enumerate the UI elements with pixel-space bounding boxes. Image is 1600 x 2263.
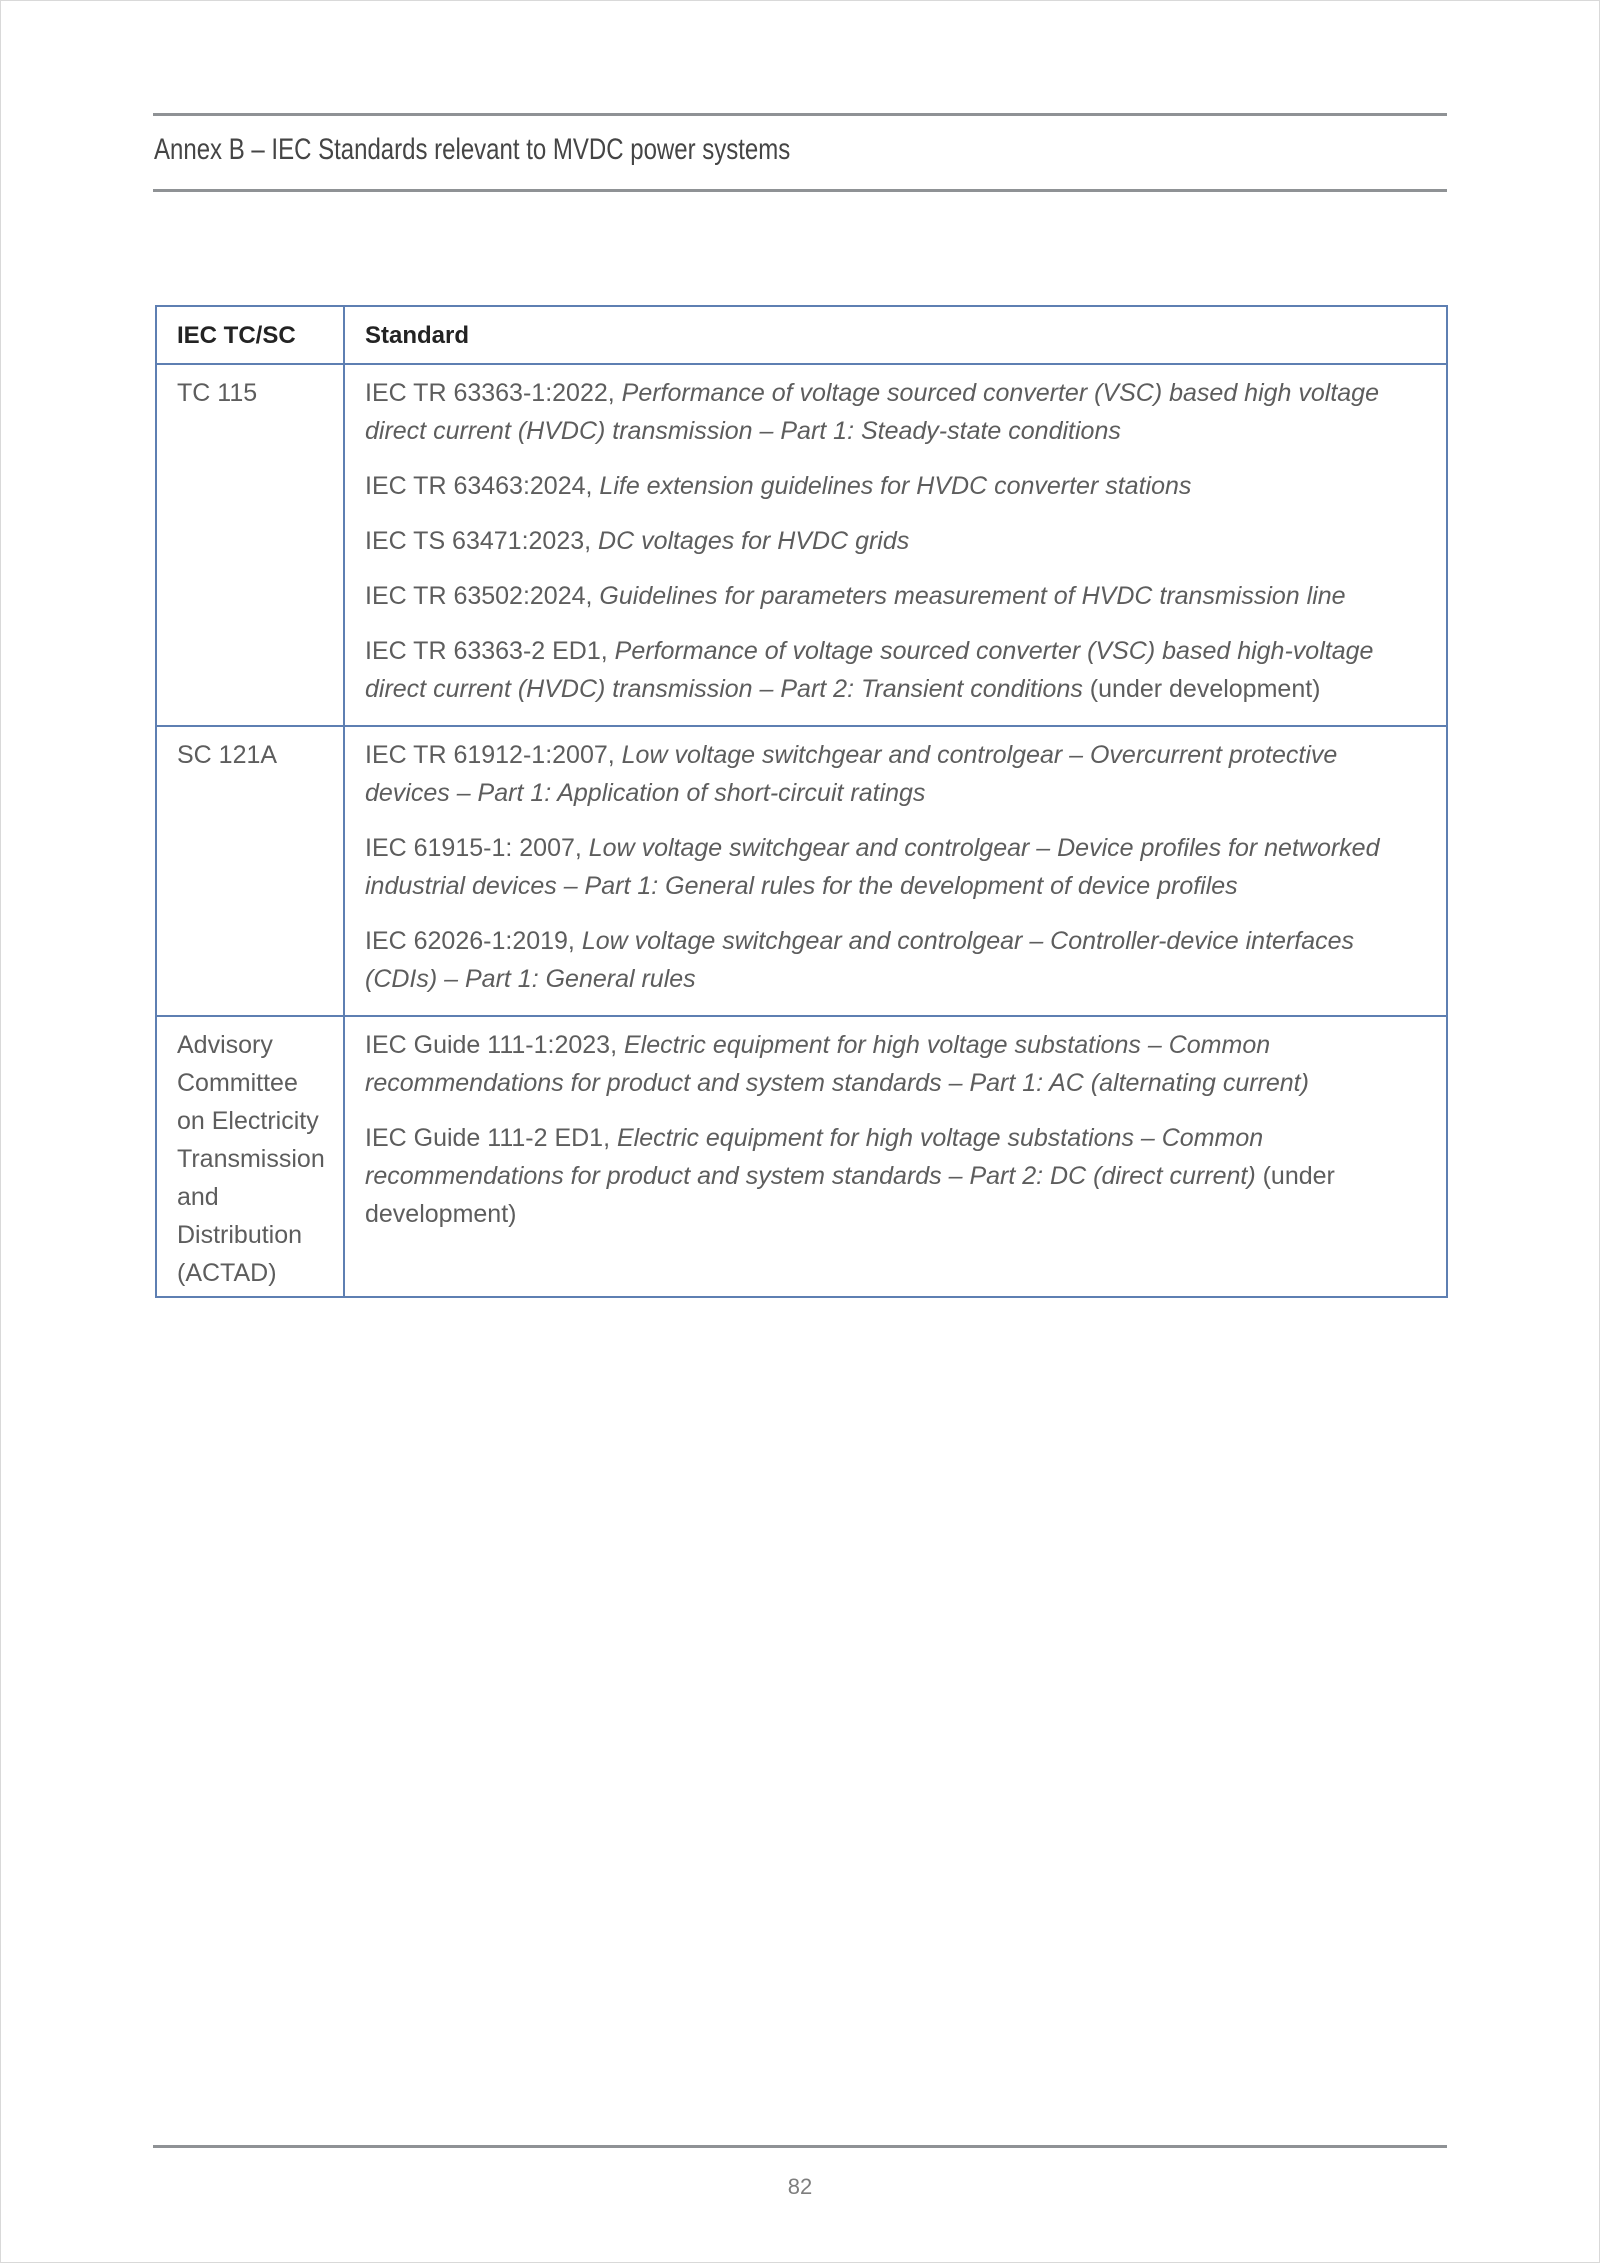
column-header-committee: IEC TC/SC [156, 306, 344, 364]
standard-reference: IEC TS 63471:2023, [365, 527, 599, 555]
standards-cell [344, 1016, 1447, 1297]
standard-reference: IEC TR 63363-2 ED1, [365, 637, 615, 665]
header-bottom-rule [153, 189, 1447, 192]
standards-table-body [156, 364, 1447, 1297]
standard-title: Performance of voltage sourced converter (VSC) based high voltage direct current (HVDC) transmission – Part 1: Steady-state conditions [365, 379, 1379, 445]
standard-reference: IEC TR 61912-1:2007, [365, 741, 622, 769]
standard-title: DC voltages for HVDC grids [598, 527, 910, 555]
standard-reference: IEC 62026-1:2019, [365, 927, 582, 955]
standard-reference: IEC Guide 111-2 ED1, [365, 1124, 617, 1152]
page-title: Annex B – IEC Standards relevant to MVDC power systems [154, 133, 791, 166]
standard-reference: IEC Guide 111-1:2023, [365, 1031, 624, 1059]
standard-reference: IEC TR 63463:2024, [365, 472, 600, 500]
standard-title: Low voltage switchgear and controlgear – Device profiles for networked industrial devices – Part 1: General rules for the development of device profiles [365, 834, 1380, 900]
standards-cell [344, 364, 1447, 726]
standard-entry [365, 829, 1386, 905]
standard-title: Guidelines for parameters measurement of HVDC transmission line [599, 582, 1346, 610]
standard-entry [365, 1119, 1386, 1233]
table-row [156, 1016, 1447, 1297]
standard-entry [365, 736, 1386, 812]
committee-cell: Advisory Committee on Electricity Transmission and Distribution (ACTAD) [156, 1016, 344, 1297]
standard-entry [365, 1026, 1386, 1102]
table-row [156, 364, 1447, 726]
standard-entry [365, 467, 1386, 505]
standard-entry [365, 577, 1386, 615]
page-number: 82 [787, 2174, 813, 2199]
standard-title: Performance of voltage sourced converter (VSC) based high-voltage direct current (HVDC) transmission – Part 2: Transient conditions [365, 637, 1374, 703]
standard-entry [365, 374, 1386, 450]
standard-title: Life extension guidelines for HVDC converter stations [599, 472, 1192, 500]
standard-title: Low voltage switchgear and controlgear – Overcurrent protective devices – Part 1: Application of short-circuit ratings [365, 741, 1338, 807]
header-top-rule [153, 113, 1447, 116]
standard-reference: IEC 61915-1: 2007, [365, 834, 589, 862]
standard-reference: IEC TR 63502:2024, [365, 582, 600, 610]
table-row [156, 726, 1447, 1016]
footer-rule [153, 2145, 1447, 2148]
standard-entry [365, 922, 1386, 998]
table-header-row [156, 306, 1447, 364]
committee-cell: SC 121A [156, 726, 344, 1016]
standard-title: Electric equipment for high voltage substations – Common recommendations for product and system standards – Part 2: DC (direct current) [365, 1124, 1264, 1190]
standard-reference: IEC TR 63363-1:2022, [365, 379, 622, 407]
standard-title: Low voltage switchgear and controlgear – Controller-device interfaces (CDIs) – Part 1: General rules [365, 927, 1355, 993]
committee-cell: TC 115 [156, 364, 344, 726]
standards-cell [344, 726, 1447, 1016]
standard-entry [365, 632, 1386, 708]
standard-entry [365, 522, 1386, 560]
standard-title: Electric equipment for high voltage substations – Common recommendations for product and system standards – Part 1: AC (alternating current) [365, 1031, 1309, 1097]
standard-note: (under development) [365, 1162, 1335, 1228]
standard-note: (under development) [1082, 675, 1321, 703]
standards-table [155, 305, 1448, 1298]
column-header-standard: Standard [344, 306, 1447, 364]
